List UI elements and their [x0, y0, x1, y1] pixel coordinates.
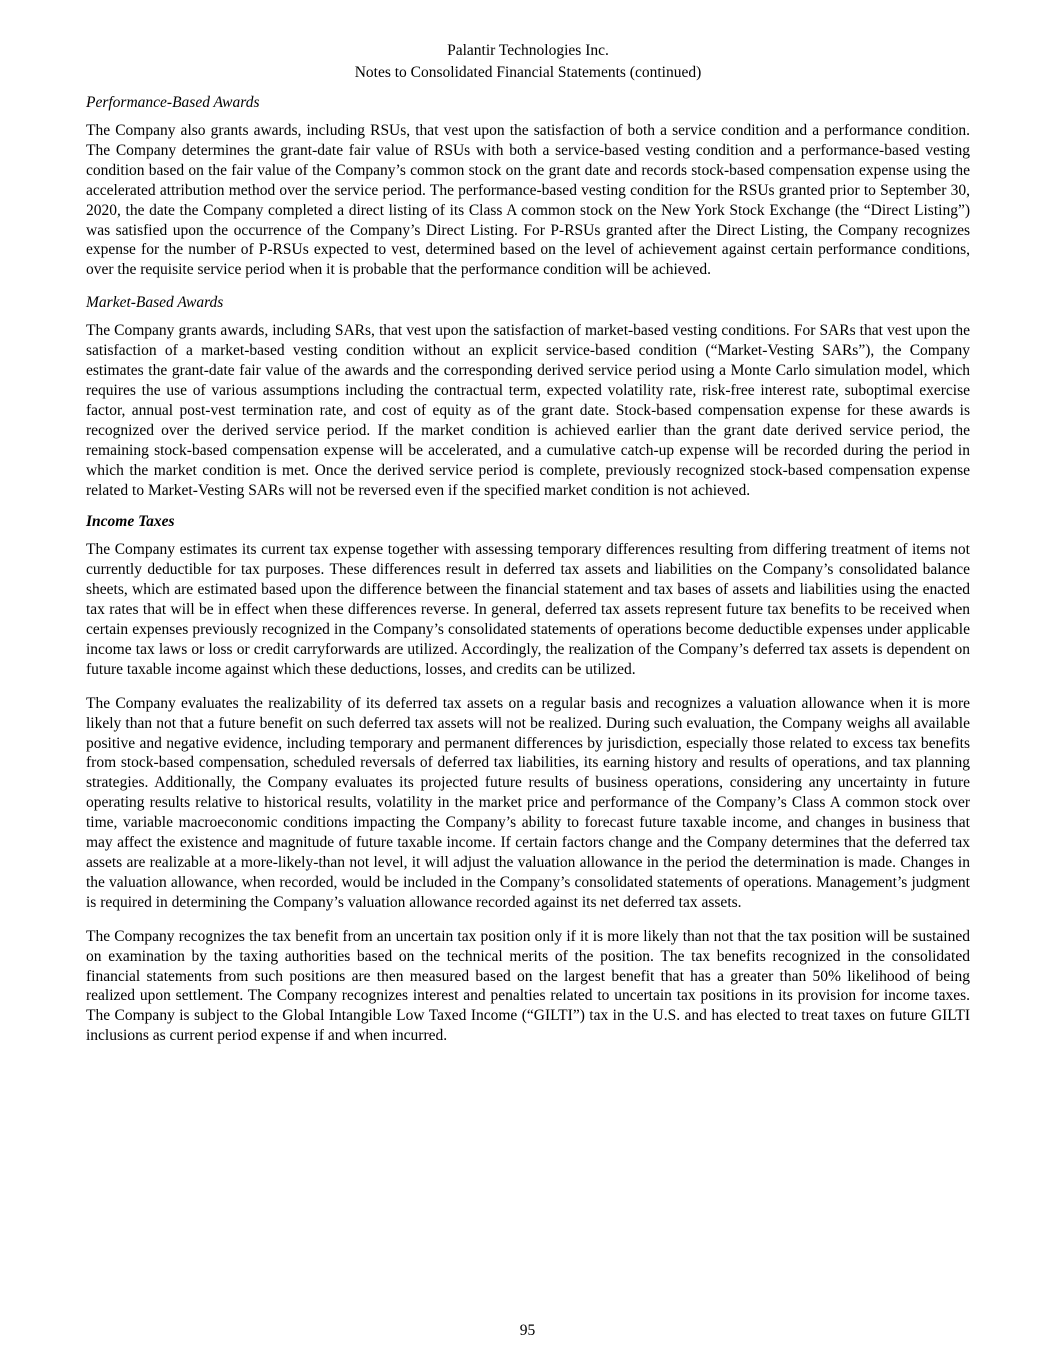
income-taxes-paragraph-2: The Company evaluates the realizability of its deferred tax assets on a regular basis and recognizes a valuation allowance when it is more likely than not that a future benefit on such deferred tax assets will not be realized. During such evaluation, the Company weighs all available positive and negative evidence, including temporary and permanent differences by jurisdiction, especially those related to excess tax benefits from stock-based compensation, scheduled reversals of deferred tax liabilities, its earning history and results of operations, and tax planning strategies. Additionally, the Company evaluates its projected future results of business operations, considering any uncertainty in future operating results relative to historical results, volatility in the market price and performance of the Company’s Class A common stock over time, variable macroeconomic conditions impacting the Company’s ability to forecast future taxable income, and changes in business that may affect the existence and magnitude of future taxable income. If certain factors change and the Company determines that the deferred tax assets are realizable at a more-likely-than not level, it will adjust the valuation allowance in the period the determination is made. Changes in the valuation allowance, when recorded, would be included in the Company’s consolidated statements of operations. Management’s judgment is required in determining the Company’s valuation allowance recorded against its net deferred tax assets.	[86, 694, 970, 911]
performance-awards-heading: Performance-Based Awards	[86, 94, 260, 111]
market-awards-paragraph: The Company grants awards, including SARs, that vest upon the satisfaction of market-based vesting conditions. For SARs that vest upon the satisfaction of a market-based vesting condition without an explicit service-based condition (“Market-Vesting SARs”), the Company estimates the grant-date fair value of the awards and the corresponding derived service period using a Monte Carlo simulation model, which requires the use of various assumptions including the contractual term, expected volatility rate, risk-free interest rate, suboptimal exercise factor, annual post-vest termination rate, and cost of equity as of the grant date. Stock-based compensation expense for these awards is recognized over the derived service period. If the market condition is achieved earlier than the grant date derived service period, the remaining stock-based compensation expense will be accelerated, and a cumulative catch-up expense will be recorded during the period in which the market condition is met. Once the derived service period is complete, previously recognized stock-based compensation expense related to Market-Vesting SARs will not be reversed even if the specified market condition is not achieved.	[86, 322, 970, 499]
document-subtitle: Notes to Consolidated Financial Statements (continued)	[354, 64, 702, 81]
market-awards-heading: Market-Based Awards	[86, 294, 224, 312]
company-name: Palantir Technologies Inc.	[447, 42, 609, 59]
document-page	[86, 40, 970, 1058]
page-number: 95	[519, 1322, 536, 1339]
income-taxes-paragraph-1: The Company estimates its current tax expense together with assessing temporary differences resulting from differing treatment of items not currently deductible for tax purposes. These differences result in deferred tax assets and liabilities on the Company’s consolidated balance sheets, which are estimated based upon the difference between the financial statement and tax bases of assets and liabilities using the enacted tax rates that will be in effect when these differences reverse. In general, deferred tax assets represent future tax benefits to be received when certain expenses previously recognized in the Company’s consolidated statements of operations become deductible expenses under applicable income tax laws or loss or credit carryforwards are utilized. Accordingly, the realization of the Company’s deferred tax assets is dependent on future taxable income against which these deductions, losses, and credits can be utilized.	[86, 541, 970, 678]
income-taxes-paragraph-3: The Company recognizes the tax benefit from an uncertain tax position only if it is more likely than not that the tax position will be sustained on examination by the taxing authorities based on the technical merits of the position. The tax benefits recognized in the consolidated financial statements from such positions are then measured based on the largest benefit that has a greater than 50% likelihood of being realized upon settlement. The Company recognizes interest and penalties related to uncertain tax positions in its provision for income taxes. The Company is subject to the Global Intangible Low Taxed Income (“GILTI”) tax in the U.S. and has elected to treat taxes on future GILTI inclusions as current period expense if and when incurred.	[86, 927, 970, 1045]
performance-awards-paragraph: The Company also grants awards, including RSUs, that vest upon the satisfaction of both a service condition and a performance condition. The Company determines the grant-date fair value of RSUs with both a service-based vesting condition and a performance-based vesting condition based on the fair value of the Company’s common stock on the grant date and records stock-based compensation expense using the accelerated attribution method over the service period. The performance-based vesting condition for the RSUs granted prior to September 30, 2020, the date the Company completed a direct listing of its Class A common stock on the New York Stock Exchange (the “Direct Listing”) was satisfied upon the occurrence of the Company’s Direct Listing. For P-RSUs granted after the Direct Listing, the Company recognizes expense for the number of P-RSUs expected to vest, determined based on the level of achievement against certain performance conditions, over the requisite service period when it is probable that the performance condition will be achieved.	[86, 122, 970, 279]
income-taxes-heading: Income Taxes	[86, 513, 175, 531]
page-header	[86, 40, 970, 84]
